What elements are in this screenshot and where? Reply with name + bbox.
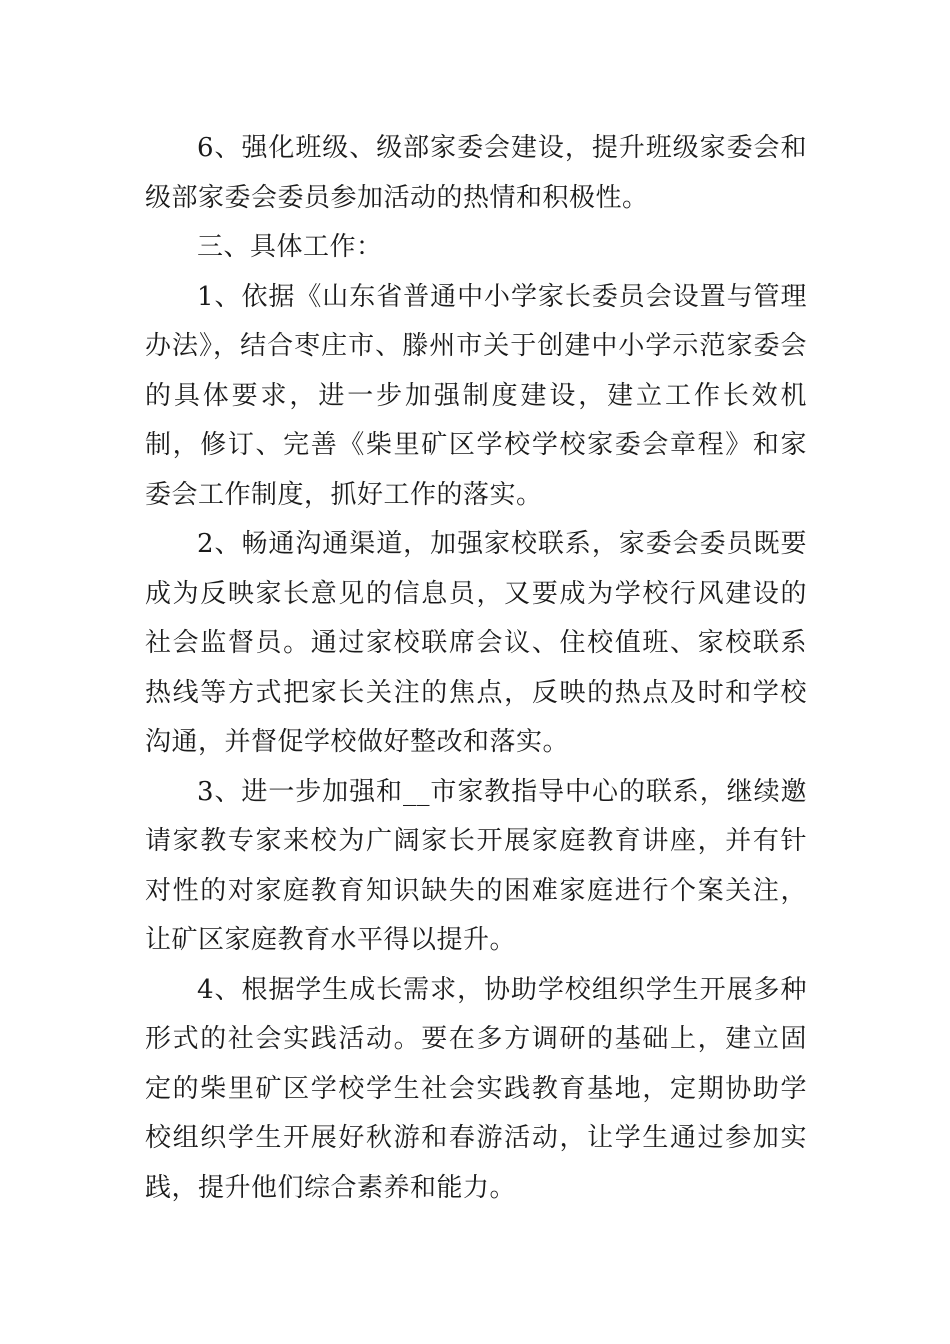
paragraph-work-1: 1、依据《山东省普通中小学家长委员会设置与管理办法》，结合枣庄市、滕州市关于创建中小学示范家委会的具体要求，进一步加强制度建设，建立工作长效机制，修订、完善《柴里矿区学校学校家委会章程》和家委会工作制度，抓好工作的落实。 (145, 281, 807, 510)
paragraph-work-4: 4、根据学生成长需求，协助学校组织学生开展多种形式的社会实践活动。要在多方调研的基础上，建立固定的柴里矿区学校学生社会实践教育基地，定期协助学校组织学生开展好秋游和春游活动，让学生通过参加实践，提升他们综合素养和能力。 (145, 974, 807, 1203)
paragraph-work-3: 3、进一步加强和__市家教指导中心的联系，继续邀请家教专家来校为广阔家长开展家庭教育讲座，并有针对性的对家庭教育知识缺失的困难家庭进行个案关注，让矿区家庭教育水平得以提升。 (145, 776, 807, 955)
paragraph-work-2: 2、畅通沟通渠道，加强家校联系，家委会委员既要成为反映家长意见的信息员，又要成为学校行风建设的社会监督员。通过家校联席会议、住校值班、家校联系热线等方式把家长关注的焦点，反映的热点及时和学校沟通，并督促学校做好整改和落实。 (145, 529, 807, 757)
document-body (145, 124, 807, 1213)
paragraph-item-6: 6、强化班级、级部家委会建设，提升班级家委会和级部家委会委员参加活动的热情和积极性。 (145, 133, 807, 213)
section-heading-specific-work: 三、具体工作： (197, 232, 383, 262)
